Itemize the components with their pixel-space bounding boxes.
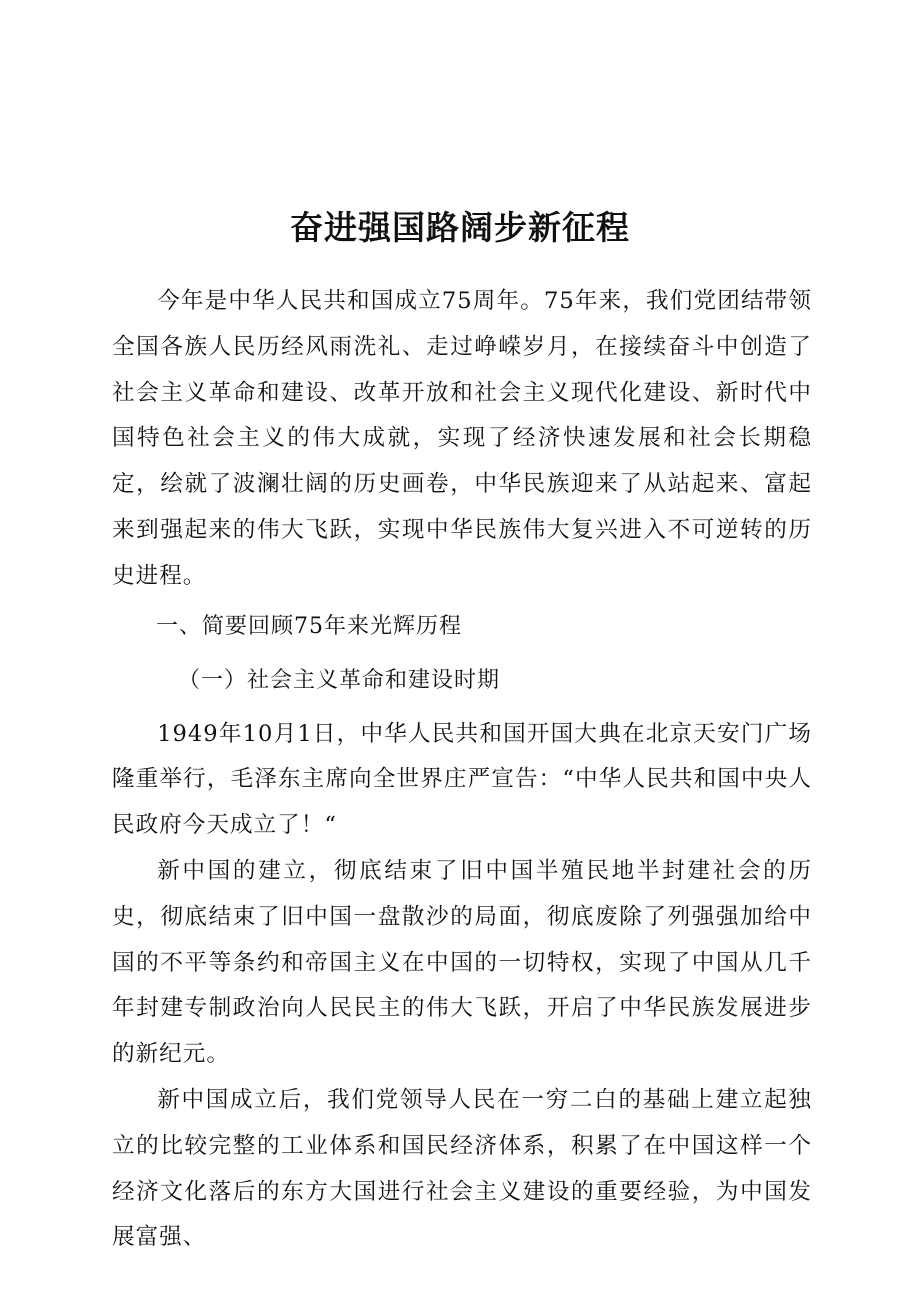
paragraph-construction: 新中国成立后，我们党领导人民在一穷二白的基础上建立起独立的比较完整的工业体系和国民经济体系，积累了在中国这样一个经济文化落后的东方大国进行社会主义建设的重要经验，为中国发展富强、 — [112, 1086, 812, 1251]
section-heading: 一、简要回顾75年来光辉历程 — [156, 613, 462, 639]
document-title: 奋进强国路阔步新征程 — [290, 208, 630, 248]
paragraph-founding: 1949年10月1日，中华人民共和国开国大典在北京天安门广场隆重举行，毛泽东主席向全世界庄严宣告：“中华人民共和国中央人民政府今天成立了！“ — [112, 720, 812, 839]
subsection-heading: （一）社会主义革命和建设时期 — [178, 667, 501, 693]
document-body — [112, 279, 812, 1261]
intro-paragraph: 今年是中华人民共和国成立75周年。75年来，我们党团结带领全国各族人民历经风雨洗礼、走过峥嵘岁月，在接续奋斗中创造了社会主义革命和建设、改革开放和社会主义现代化建设、新时代中国特色社会主义的伟大成就，实现了经济快速发展和社会长期稳定，绘就了波澜壮阔的历史画卷，中华民族迎来了从站起来、富起来到强起来的伟大飞跃，实现中华民族伟大复兴进入不可逆转的历史进程。 — [112, 288, 812, 589]
paragraph-significance: 新中国的建立，彻底结束了旧中国半殖民地半封建社会的历史，彻底结束了旧中国一盘散沙的局面，彻底废除了列强强加给中国的不平等条约和帝国主义在中国的一切特权，实现了中国从几千年封建专制政治向人民民主的伟大飞跃，开启了中华民族发展进步的新纪元。 — [112, 857, 812, 1068]
